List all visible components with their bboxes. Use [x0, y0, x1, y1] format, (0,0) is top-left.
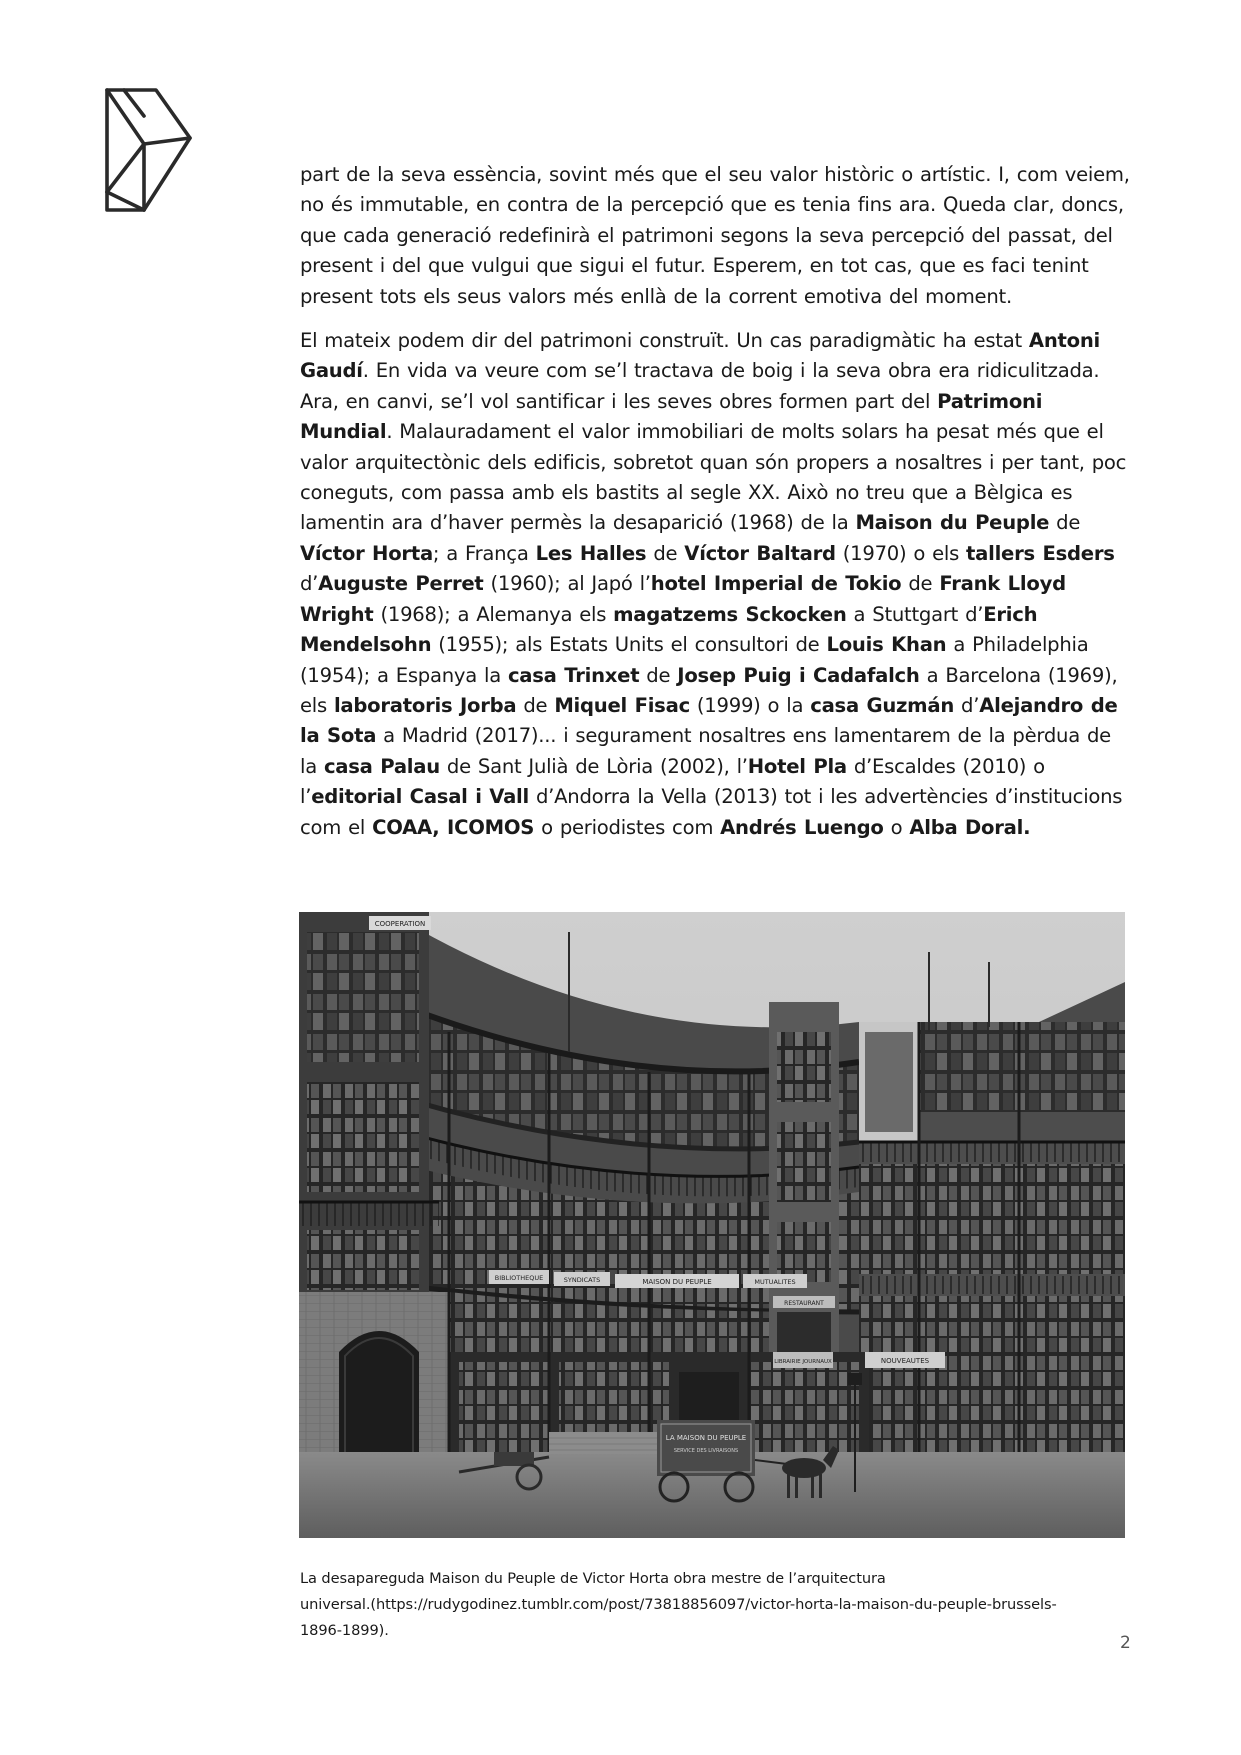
paragraph-1: [300, 160, 1132, 312]
text-run: a Madrid (2017)... i segurament nosaltres ens lamentarem de la pèrdua de la: [300, 724, 1111, 778]
caption-line-1: La desapareguda Maison du Peuple de Victor Horta obra mestre de l’arquitectura: [300, 1570, 886, 1587]
text-run: (1999) o la: [689, 693, 811, 717]
sign-cooperation: COOPERATION: [374, 920, 426, 928]
bold-term: Patrimoni Mundial: [300, 389, 1043, 444]
text-run: (1970) o els: [835, 541, 967, 565]
cart-label: LA MAISON DU PEUPLE: [665, 1434, 747, 1442]
bold-term: Louis Khan: [826, 633, 947, 657]
text-run: . Malauradament el valor immobiliari de molts solars ha pesat més que el valor arquitectònic dels edificis, sobretot quan són propers a nosaltres i per tant, poc coneguts, com passa amb els bastits al segle XX. Això no treu que a Bèlgica es lamentin ara d’haver permès la desaparició (1968) de la: [300, 420, 1127, 535]
sign-restaurant: RESTAURANT: [784, 1300, 824, 1307]
sign-nouveautes: NOUVEAUTES: [880, 1357, 930, 1365]
bold-term: Auguste Perret: [318, 572, 484, 596]
article-body: [300, 160, 1132, 857]
sign-librairie: LIBRAIRIE JOURNAUX: [774, 1359, 832, 1365]
text-run: (1968); a Alemanya els: [373, 602, 614, 626]
bold-term: Maison du Peuple: [855, 511, 1050, 535]
bold-term: Alba Doral.: [909, 815, 1031, 839]
page-number: 2: [1120, 1633, 1131, 1653]
text-run: o periodistes com: [534, 815, 721, 839]
text-run: de: [516, 693, 555, 717]
bold-term: Víctor Horta: [300, 541, 433, 565]
bold-term: casa Trinxet: [507, 663, 640, 687]
bold-term: COAA, ICOMOS: [372, 815, 535, 839]
photo-caption: [300, 1566, 1140, 1644]
cart-sublabel: SERVICE DES LIVRAISONS: [673, 1448, 739, 1454]
caption-line-3: 1896-1899).: [300, 1622, 389, 1639]
bold-term: magatzems Sckocken: [613, 602, 847, 626]
sign-mutualites: MUTUALITES: [754, 1278, 796, 1286]
text-run: d’: [300, 572, 319, 596]
bold-term: Erich Mendelsohn: [300, 602, 1038, 657]
text-run: a Barcelona (1969), els: [300, 663, 1118, 717]
bold-term: casa Guzmán: [810, 693, 955, 717]
bold-term: Frank Lloyd Wright: [300, 572, 1066, 626]
bold-term: Antoni Gaudí: [300, 329, 1101, 383]
caption-line-2: universal.(https://rudygodinez.tumblr.com/post/73818856097/victor-horta-la-maison-du-peuple-brussels-: [300, 1596, 1057, 1613]
text-run: El mateix podem dir del patrimoni construït. Un cas paradigmàtic ha estat: [300, 329, 1029, 353]
sign-syndicats: SYNDICATS: [563, 1276, 601, 1284]
photo-maison-du-peuple: [299, 912, 1125, 1538]
text-run: d’: [954, 693, 980, 717]
text-run: part de la seva essència, sovint més que el seu valor històric o artístic. I, com veiem, no és immutable, en contra de la percepció que es tenia fins ara. Queda clar, doncs, que cada generació redefinirà el patrimoni segons la seva percepció del passat, del present i del que vulgui que sigui el futur. Esperem, en tot cas, que es faci tenint present tots els seus valors més enllà de la corrent emotiva del moment.: [300, 163, 1130, 308]
bold-term: Miquel Fisac: [554, 693, 690, 717]
bold-term: Les Halles: [535, 541, 647, 565]
sign-maison-du-peuple: MAISON DU PEUPLE: [642, 1278, 712, 1286]
paragraph-2: [300, 326, 1132, 843]
text-run: (1955); als Estats Units el consultori de: [431, 633, 827, 657]
text-run: d’Andorra la Vella (2013) tot i les advertències d’institucions com el: [300, 785, 1123, 839]
publisher-logo: [104, 88, 192, 216]
text-run: (1960); al Japó l’: [483, 572, 651, 596]
bold-term: Alejandro de la Sota: [300, 693, 1118, 748]
text-run: a Stuttgart d’: [846, 602, 984, 626]
text-run: de: [639, 663, 678, 687]
bold-term: casa Palau: [323, 754, 440, 778]
bold-term: tallers Esders: [966, 541, 1115, 565]
text-run: de Sant Julià de Lòria (2002), l’: [439, 754, 748, 778]
bold-term: Hotel Pla: [747, 754, 847, 778]
text-run: . En vida va veure com se’l tractava de boig i la seva obra era ridiculitzada. Ara, en canvi, se’l vol santificar i les seves obres formen part del: [300, 359, 1100, 413]
bold-term: Víctor Baltard: [684, 541, 836, 565]
bold-term: laboratoris Jorba: [333, 693, 517, 717]
logo-mark-icon: [104, 88, 192, 216]
text-run: d’Escaldes (2010) o l’: [300, 754, 1045, 809]
text-run: de: [1049, 511, 1081, 535]
bold-term: Josep Puig i Cadafalch: [677, 663, 920, 687]
text-run: de: [901, 572, 940, 596]
bold-term: editorial Casal i Vall: [311, 785, 529, 809]
bold-term: Andrés Luengo: [720, 815, 884, 839]
text-run: o: [883, 815, 910, 839]
bold-term: hotel Imperial de Tokio: [650, 572, 902, 596]
text-run: a Philadelphia (1954); a Espanya la: [300, 633, 1089, 687]
text-run: ; a França: [432, 541, 536, 565]
text-run: de: [646, 541, 685, 565]
sign-bibliotheque: BIBLIOTHEQUE: [494, 1274, 544, 1282]
